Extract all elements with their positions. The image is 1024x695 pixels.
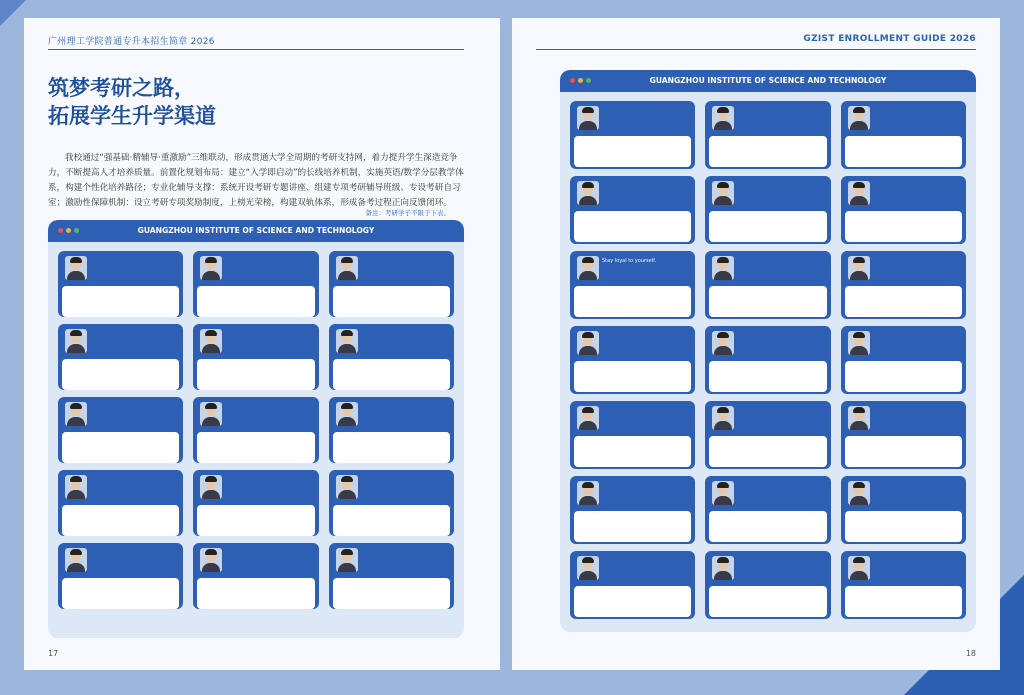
student-card <box>570 551 695 619</box>
student-photo <box>577 331 599 355</box>
student-info <box>197 286 314 317</box>
card-header <box>709 255 826 283</box>
student-info <box>197 432 314 463</box>
card-header <box>197 255 314 283</box>
student-photo <box>336 475 358 499</box>
card-header <box>845 255 962 283</box>
photo-shoulders <box>714 421 732 430</box>
student-info <box>333 505 450 536</box>
student-card <box>329 470 454 536</box>
student-card <box>329 543 454 609</box>
right-page-header: GZIST ENROLLMENT GUIDE 2026 <box>803 34 976 44</box>
student-photo <box>65 475 87 499</box>
photo-hair <box>205 257 217 263</box>
photo-shoulders <box>850 121 868 130</box>
student-photo <box>712 181 734 205</box>
student-photo <box>848 106 870 130</box>
student-photo <box>712 481 734 505</box>
photo-shoulders <box>714 121 732 130</box>
page-title <box>48 74 216 130</box>
photo-shoulders <box>202 417 220 426</box>
corner-decoration-top-left <box>0 0 26 26</box>
card-header <box>62 255 179 283</box>
window-dots <box>570 78 591 83</box>
photo-hair <box>853 407 865 413</box>
photo-hair <box>717 107 729 113</box>
photo-shoulders <box>67 490 85 499</box>
card-header <box>62 547 179 575</box>
photo-hair <box>582 332 594 338</box>
student-card <box>58 251 183 317</box>
student-info <box>709 286 826 317</box>
student-card <box>329 324 454 390</box>
photo-shoulders <box>579 571 597 580</box>
student-card <box>193 543 318 609</box>
card-header <box>709 105 826 133</box>
photo-hair <box>582 107 594 113</box>
photo-shoulders <box>714 496 732 505</box>
student-photo <box>848 481 870 505</box>
student-motto: Stay loyal to yourself. <box>602 258 657 264</box>
photo-hair <box>70 257 82 263</box>
student-info <box>62 578 179 609</box>
photo-hair <box>582 482 594 488</box>
student-card <box>570 176 695 244</box>
card-header <box>845 330 962 358</box>
student-photo <box>577 556 599 580</box>
photo-hair <box>717 482 729 488</box>
left-header-rule <box>48 49 464 50</box>
student-photo <box>200 402 222 426</box>
photo-hair <box>717 182 729 188</box>
photo-hair <box>582 557 594 563</box>
photo-hair <box>853 182 865 188</box>
student-info <box>845 511 962 542</box>
student-grid <box>48 242 464 618</box>
card-header <box>197 328 314 356</box>
card-header <box>62 328 179 356</box>
student-photo <box>65 329 87 353</box>
student-info <box>709 586 826 617</box>
photo-shoulders <box>338 563 356 572</box>
student-info <box>62 359 179 390</box>
green-dot-icon <box>74 228 79 233</box>
student-info <box>62 432 179 463</box>
student-info <box>574 361 691 392</box>
photo-shoulders <box>714 571 732 580</box>
card-header <box>709 180 826 208</box>
photo-hair <box>70 330 82 336</box>
student-photo <box>712 331 734 355</box>
student-info <box>197 359 314 390</box>
card-header <box>574 255 691 283</box>
student-photo <box>200 548 222 572</box>
student-photo <box>65 256 87 280</box>
card-header <box>845 180 962 208</box>
student-grid <box>560 92 976 628</box>
student-panel-left <box>48 220 464 638</box>
card-header <box>845 405 962 433</box>
photo-hair <box>341 549 353 555</box>
student-photo <box>65 402 87 426</box>
card-header <box>574 405 691 433</box>
student-info <box>62 505 179 536</box>
photo-shoulders <box>579 196 597 205</box>
student-photo <box>336 402 358 426</box>
student-photo <box>200 329 222 353</box>
card-header <box>62 401 179 429</box>
student-photo <box>577 256 599 280</box>
photo-hair <box>205 330 217 336</box>
student-photo <box>200 475 222 499</box>
card-header <box>845 105 962 133</box>
card-header <box>333 255 450 283</box>
student-photo <box>848 406 870 430</box>
panel-title: GUANGZHOU INSTITUTE OF SCIENCE AND TECHNOLOGY <box>137 226 375 235</box>
student-info <box>574 211 691 242</box>
student-card <box>58 470 183 536</box>
student-info <box>845 361 962 392</box>
student-card <box>329 397 454 463</box>
student-card <box>841 401 966 469</box>
card-header <box>197 547 314 575</box>
panel-title: GUANGZHOU INSTITUTE OF SCIENCE AND TECHNOLOGY <box>649 76 887 85</box>
student-info <box>845 211 962 242</box>
student-info <box>333 359 450 390</box>
card-header <box>709 555 826 583</box>
card-header <box>709 480 826 508</box>
student-meta <box>602 255 656 265</box>
student-info <box>197 505 314 536</box>
student-info <box>574 436 691 467</box>
photo-hair <box>205 549 217 555</box>
student-card <box>193 470 318 536</box>
student-photo <box>712 106 734 130</box>
student-photo <box>712 556 734 580</box>
student-photo <box>577 406 599 430</box>
student-photo <box>848 181 870 205</box>
red-dot-icon <box>570 78 575 83</box>
window-dots <box>58 228 79 233</box>
intro-paragraph: 我校通过“强基础·精辅导·重激励”三维联动，形成贯通大学全周期的考研支持网，着力提升学生深造竞争力，不断提高人才培养质量。前置化规划布局：建立“入学即启动”的长线培养机制，实施英语/数学分层教学体系，构建个性化培养路径；专业化辅导支撑：系统开设考研专题讲座、组建专项考研辅导班级、专设考研自习室；激励性保障机制：设立考研专项奖励制度，上榜光荣榜，构建双轨体系，形成备考过程正向反馈闭环。 <box>48 153 464 208</box>
student-card <box>570 401 695 469</box>
student-photo <box>577 181 599 205</box>
photo-hair <box>341 330 353 336</box>
photo-shoulders <box>202 490 220 499</box>
student-photo <box>577 106 599 130</box>
photo-hair <box>341 403 353 409</box>
card-header <box>574 180 691 208</box>
student-photo <box>848 556 870 580</box>
student-info <box>574 511 691 542</box>
photo-shoulders <box>67 417 85 426</box>
photo-hair <box>717 407 729 413</box>
card-header <box>709 330 826 358</box>
photo-shoulders <box>714 196 732 205</box>
student-card <box>705 551 830 619</box>
photo-shoulders <box>579 121 597 130</box>
student-photo <box>336 329 358 353</box>
student-photo <box>712 406 734 430</box>
student-card <box>705 401 830 469</box>
card-header <box>333 547 450 575</box>
card-header <box>333 401 450 429</box>
student-card <box>705 176 830 244</box>
student-info <box>574 136 691 167</box>
photo-hair <box>853 482 865 488</box>
photo-shoulders <box>67 344 85 353</box>
student-card <box>193 397 318 463</box>
card-header <box>574 555 691 583</box>
photo-shoulders <box>338 490 356 499</box>
photo-hair <box>717 257 729 263</box>
student-info <box>333 578 450 609</box>
student-card <box>570 326 695 394</box>
student-photo <box>65 548 87 572</box>
student-card <box>705 101 830 169</box>
student-info <box>709 361 826 392</box>
student-card <box>570 251 695 319</box>
student-info <box>333 286 450 317</box>
card-header <box>62 474 179 502</box>
card-header <box>574 330 691 358</box>
student-card <box>841 176 966 244</box>
left-page <box>24 18 500 670</box>
yellow-dot-icon <box>66 228 71 233</box>
student-info <box>845 136 962 167</box>
student-info <box>333 432 450 463</box>
photo-shoulders <box>338 417 356 426</box>
student-card <box>841 551 966 619</box>
photo-hair <box>717 557 729 563</box>
photo-hair <box>853 332 865 338</box>
photo-hair <box>70 403 82 409</box>
photo-hair <box>717 332 729 338</box>
student-card <box>570 476 695 544</box>
panel-header <box>560 70 976 92</box>
card-header <box>333 474 450 502</box>
student-info <box>62 286 179 317</box>
card-header <box>197 474 314 502</box>
student-info <box>574 286 691 317</box>
student-info <box>709 511 826 542</box>
student-info <box>845 286 962 317</box>
photo-shoulders <box>850 346 868 355</box>
photo-hair <box>853 107 865 113</box>
student-card <box>841 101 966 169</box>
photo-hair <box>341 257 353 263</box>
photo-hair <box>70 476 82 482</box>
green-dot-icon <box>586 78 591 83</box>
photo-shoulders <box>67 563 85 572</box>
photo-shoulders <box>850 496 868 505</box>
student-info <box>709 436 826 467</box>
student-photo <box>577 481 599 505</box>
student-photo <box>712 256 734 280</box>
red-dot-icon <box>58 228 63 233</box>
student-photo <box>200 256 222 280</box>
photo-shoulders <box>202 271 220 280</box>
photo-hair <box>205 476 217 482</box>
student-photo <box>848 331 870 355</box>
student-card <box>705 476 830 544</box>
student-card <box>841 251 966 319</box>
photo-shoulders <box>338 271 356 280</box>
student-card <box>193 251 318 317</box>
photo-shoulders <box>579 496 597 505</box>
photo-hair <box>341 476 353 482</box>
student-info <box>574 586 691 617</box>
photo-shoulders <box>714 346 732 355</box>
student-photo <box>336 256 358 280</box>
photo-shoulders <box>850 571 868 580</box>
card-header <box>333 328 450 356</box>
photo-shoulders <box>579 271 597 280</box>
photo-shoulders <box>850 196 868 205</box>
photo-shoulders <box>850 271 868 280</box>
student-card <box>705 326 830 394</box>
student-card <box>193 324 318 390</box>
card-header <box>709 405 826 433</box>
student-panel-right <box>560 70 976 632</box>
photo-shoulders <box>338 344 356 353</box>
right-header-rule <box>536 49 976 50</box>
photo-hair <box>205 403 217 409</box>
page-number: 17 <box>48 649 59 658</box>
yellow-dot-icon <box>578 78 583 83</box>
student-card <box>841 326 966 394</box>
photo-hair <box>70 549 82 555</box>
card-header <box>574 105 691 133</box>
photo-shoulders <box>850 421 868 430</box>
footnote: 备注：考研学子不限于下表。 <box>365 209 450 217</box>
photo-hair <box>853 257 865 263</box>
right-page <box>512 18 1000 670</box>
student-card <box>58 397 183 463</box>
photo-hair <box>582 407 594 413</box>
student-card <box>705 251 830 319</box>
student-card <box>841 476 966 544</box>
photo-shoulders <box>202 344 220 353</box>
student-card <box>58 324 183 390</box>
title-line-1: 筑梦考研之路， <box>48 76 195 100</box>
page-number: 18 <box>965 649 976 658</box>
panel-header <box>48 220 464 242</box>
student-info <box>709 211 826 242</box>
photo-hair <box>582 182 594 188</box>
student-photo <box>336 548 358 572</box>
student-info <box>845 436 962 467</box>
photo-hair <box>582 257 594 263</box>
card-header <box>845 480 962 508</box>
photo-shoulders <box>67 271 85 280</box>
student-card <box>329 251 454 317</box>
student-photo <box>848 256 870 280</box>
photo-shoulders <box>202 563 220 572</box>
left-page-header: 广州理工学院普通专升本招生简章 2026 <box>48 37 215 47</box>
card-header <box>574 480 691 508</box>
card-header <box>197 401 314 429</box>
student-info <box>197 578 314 609</box>
student-card <box>58 543 183 609</box>
student-card <box>570 101 695 169</box>
student-info <box>709 136 826 167</box>
student-info <box>845 586 962 617</box>
title-line-2: 拓展学生升学渠道 <box>48 104 216 128</box>
photo-shoulders <box>714 271 732 280</box>
photo-hair <box>853 557 865 563</box>
card-header <box>845 555 962 583</box>
photo-shoulders <box>579 421 597 430</box>
photo-shoulders <box>579 346 597 355</box>
